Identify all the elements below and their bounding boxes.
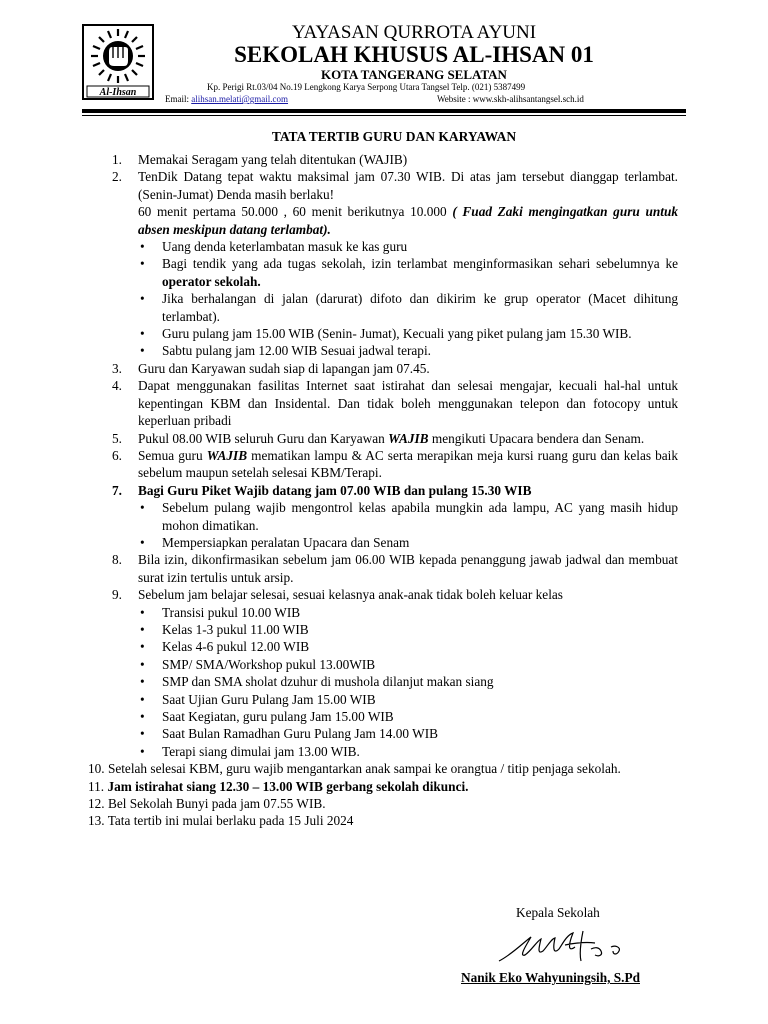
rule-item-5: 5. Pukul 08.00 WIB seluruh Guru dan Karyawan WAJIB mengikuti Upacara bendera dan Senam. [112, 430, 645, 446]
email-link[interactable]: alihsan.melati@gmail.com [191, 94, 289, 104]
list-item: • Kelas 1-3 pukul 11.00 WIB [140, 621, 309, 637]
list-item: • Sebelum pulang wajib mengontrol kelas apabila mungkin ada lampu, AC yang masih hidup mohon dimatikan. [140, 500, 678, 533]
schedule-list [88, 604, 678, 761]
list-item: • SMP/ SMA/Workshop pukul 13.00WIB [140, 656, 376, 672]
rule-item-4: 4. Dapat menggunakan fasilitas Internet saat istirahat dan selesai mengajar, kecuali hal-hal untuk kepentingan KBM dan Insidental. Dan tidak boleh menggunakan telepon dan fotocopy untuk keperluan pribadi [112, 378, 678, 429]
rule-item-11: 11. Jam istirahat siang 12.30 – 13.00 WIB gerbang sekolah dikunci. [88, 778, 469, 794]
list-item: • Kelas 4-6 pukul 12.00 WIB [140, 639, 310, 655]
list-item: • Terapi siang dimulai jam 13.00 WIB. [140, 743, 360, 759]
list-item: • Sabtu pulang jam 12.00 WIB Sesuai jadwal terapi. [140, 343, 431, 359]
email-label: Email: [165, 94, 192, 104]
rule-item-7: 7. Bagi Guru Piket Wajib datang jam 07.00 WIB dan pulang 15.30 WIB [112, 482, 532, 498]
document-title: TATA TERTIB GURU DAN KARYAWAN [271, 129, 517, 144]
rule-item-13: 13. Tata tertib ini mulai berlaku pada 15 Juli 2024 [88, 813, 354, 829]
foundation-name: YAYASAN QURROTA AYUNI [291, 22, 537, 43]
contact-line [165, 94, 584, 104]
handwritten-signature [495, 925, 631, 969]
signatory-name: Nanik Eko Wahyuningsih, S.Pd [461, 970, 640, 985]
list-item: • Saat Bulan Ramadhan Guru Pulang Jam 14.00 WIB [140, 726, 438, 742]
rule-item-8: 8. Bila izin, dikonfirmasikan sebelum jam 06.00 WIB kepada penanggung jawab jadwal dan membuat surat izin tertulis untuk arsip. [112, 552, 678, 585]
list-item: • Mempersiapkan peralatan Upacara dan Senam [140, 534, 410, 550]
rules-body [88, 151, 678, 830]
list-item: • Bagi tendik yang ada tugas sekolah, izin terlambat menginformasikan sehari sebelumnya ke operator sekolah. [140, 256, 678, 289]
header-rule-thick [82, 109, 686, 113]
logo-text: Al-Ihsan [99, 87, 137, 98]
header-rule-thin [82, 115, 686, 116]
signatory-role: Kepala Sekolah [516, 905, 600, 920]
rule-item-12: 12. Bel Sekolah Bunyi pada jam 07.55 WIB. [88, 796, 326, 812]
list-item: • Uang denda keterlambatan masuk ke kas guru [140, 239, 408, 255]
website-text: Website : www.skh-alihsantangsel.sch.id [437, 94, 584, 104]
rule-item-6: 6. Semua guru WAJIB mematikan lampu & AC serta merapikan meja kursi ruang guru dan kelas baik sebelum maupun setelah selesai KBM/Terapi. [112, 447, 678, 481]
rule-item-3: 3. Guru dan Karyawan sudah siap di lapangan jam 07.45. [112, 360, 430, 376]
rule-item-2: 2. TenDik Datang tepat waktu maksimal jam 07.30 WIB. Di atas jam tersebut dianggap terlambat. (Senin-Jumat) Denda masih berlaku! 60 menit pertama 50.000 , 60 menit berikutnya 10.000 ( Fuad Zaki mengingatkan guru untuk absen meskipun datang terlambat). [88, 168, 678, 238]
list-item: • Saat Kegiatan, guru pulang Jam 15.00 WIB [140, 709, 394, 724]
city-name: KOTA TANGERANG SELATAN [321, 67, 507, 82]
list-item: • Transisi pukul 10.00 WIB [140, 604, 301, 620]
rule-item-1: 1. Memakai Seragam yang telah ditentukan (WAJIB) [112, 152, 408, 167]
rule-item-2-fine: 60 menit pertama 50.000 , 60 menit berikutnya 10.000 ( Fuad Zaki mengingatkan guru untuk absen meskipun datang terlambat). [138, 204, 678, 237]
list-item: • SMP dan SMA sholat dzuhur di mushola dilanjut makan siang [140, 674, 494, 690]
rule-item-10: 10. Setelah selesai KBM, guru wajib mengantarkan anak sampai ke orangtua / titip penjaga sekolah. [88, 761, 621, 777]
school-address: Kp. Perigi Rt.03/04 No.19 Lengkong Karya Serpong Utara Tangsel Telp. (021) 5387499 [207, 82, 526, 92]
school-name: SEKOLAH KHUSUS AL-IHSAN 01 [234, 42, 594, 67]
rule-item-9: 9. Sebelum jam belajar selesai, sesuai kelasnya anak-anak tidak boleh keluar kelas [112, 587, 563, 603]
list-item: • Guru pulang jam 15.00 WIB (Senin- Jumat), Kecuali yang piket pulang jam 15.30 WIB. [140, 326, 632, 342]
list-item: • Saat Ujian Guru Pulang Jam 15.00 WIB [140, 691, 376, 707]
list-item: • Jika berhalangan di jalan (darurat) difoto dan dikirim ke grup operator (Macet dihitung terlambat). [140, 291, 678, 324]
